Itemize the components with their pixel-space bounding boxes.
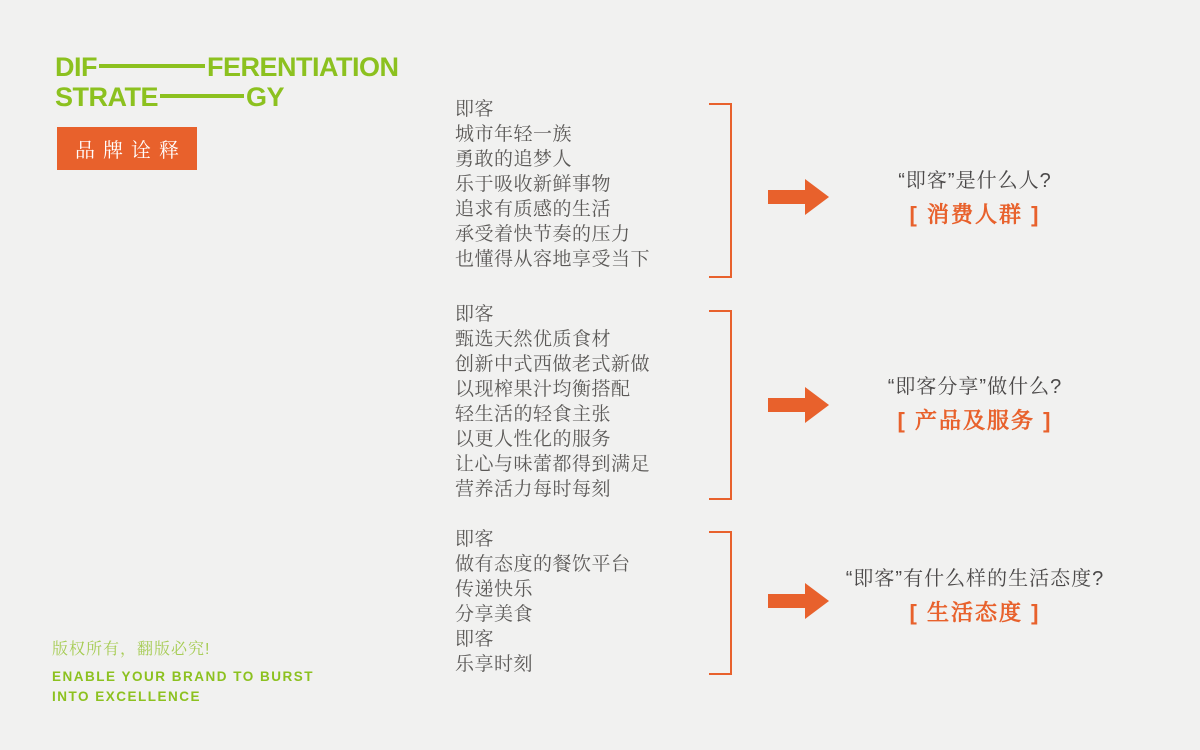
list-line: 传递快乐 xyxy=(455,579,534,600)
badge-label: 品牌诠释 xyxy=(75,140,187,162)
list-line: 即客 xyxy=(455,304,495,325)
title-line-2 xyxy=(55,82,399,112)
question-block-attitude xyxy=(775,566,1175,627)
life-attitude-list xyxy=(455,527,631,677)
list-line: 即客 xyxy=(455,99,495,120)
question-block-product xyxy=(775,374,1175,435)
list-line: 轻生活的轻食主张 xyxy=(455,404,612,425)
title-line-1 xyxy=(55,52,399,82)
list-line: 营养活力每时每刻 xyxy=(455,479,612,500)
product-service-list xyxy=(455,302,650,502)
list-line: 也懂得从容地享受当下 xyxy=(455,249,651,270)
page-title xyxy=(55,52,399,112)
category-label: [ 生活态度 ] xyxy=(909,600,1041,625)
bracket-icon xyxy=(709,310,732,500)
list-line: 甄选天然优质食材 xyxy=(455,329,612,350)
title-line2-left: STRATE xyxy=(55,82,158,112)
list-line: 即客 xyxy=(455,529,495,550)
question-text: “即客”有什么样的生活态度? xyxy=(845,568,1105,590)
list-line: 做有态度的餐饮平台 xyxy=(455,554,631,575)
list-line: 勇敢的追梦人 xyxy=(455,149,573,170)
category-label: [ 产品及服务 ] xyxy=(897,408,1053,433)
copyright-text: 版权所有，翻版必究! xyxy=(52,641,211,658)
title-dash-icon xyxy=(99,64,205,68)
title-line1-left: DIF xyxy=(55,52,97,82)
list-line: 让心与味蕾都得到满足 xyxy=(455,454,651,475)
list-line: 乐于吸收新鲜事物 xyxy=(455,174,612,195)
footer xyxy=(52,639,314,707)
question-block-consumer xyxy=(775,168,1175,229)
list-line: 承受着快节奏的压力 xyxy=(455,224,631,245)
slogan-line-1: ENABLE YOUR BRAND TO BURST xyxy=(52,669,315,684)
list-line: 城市年轻一族 xyxy=(455,124,573,145)
question-text: “即客分享”做什么? xyxy=(887,376,1063,398)
list-line: 以现榨果汁均衡搭配 xyxy=(455,379,631,400)
slogan-line-2: INTO EXCELLENCE xyxy=(52,689,202,704)
brand-interpretation-badge xyxy=(57,127,197,170)
list-line: 以更人性化的服务 xyxy=(455,429,612,450)
list-line: 分享美食 xyxy=(455,604,534,625)
slogan-text xyxy=(52,667,314,707)
title-line2-right: GY xyxy=(246,82,285,112)
consumer-group-list xyxy=(455,97,650,272)
list-line: 创新中式西做老式新做 xyxy=(455,354,651,375)
title-line1-right: FERENTIATION xyxy=(207,52,399,82)
title-dash-icon xyxy=(160,94,244,98)
bracket-icon xyxy=(709,103,732,278)
list-line: 乐享时刻 xyxy=(455,654,534,675)
bracket-icon xyxy=(709,531,732,675)
list-line: 即客 xyxy=(455,629,495,650)
question-text: “即客”是什么人? xyxy=(898,170,1052,192)
category-label: [ 消费人群 ] xyxy=(909,202,1041,227)
list-line: 追求有质感的生活 xyxy=(455,199,612,220)
